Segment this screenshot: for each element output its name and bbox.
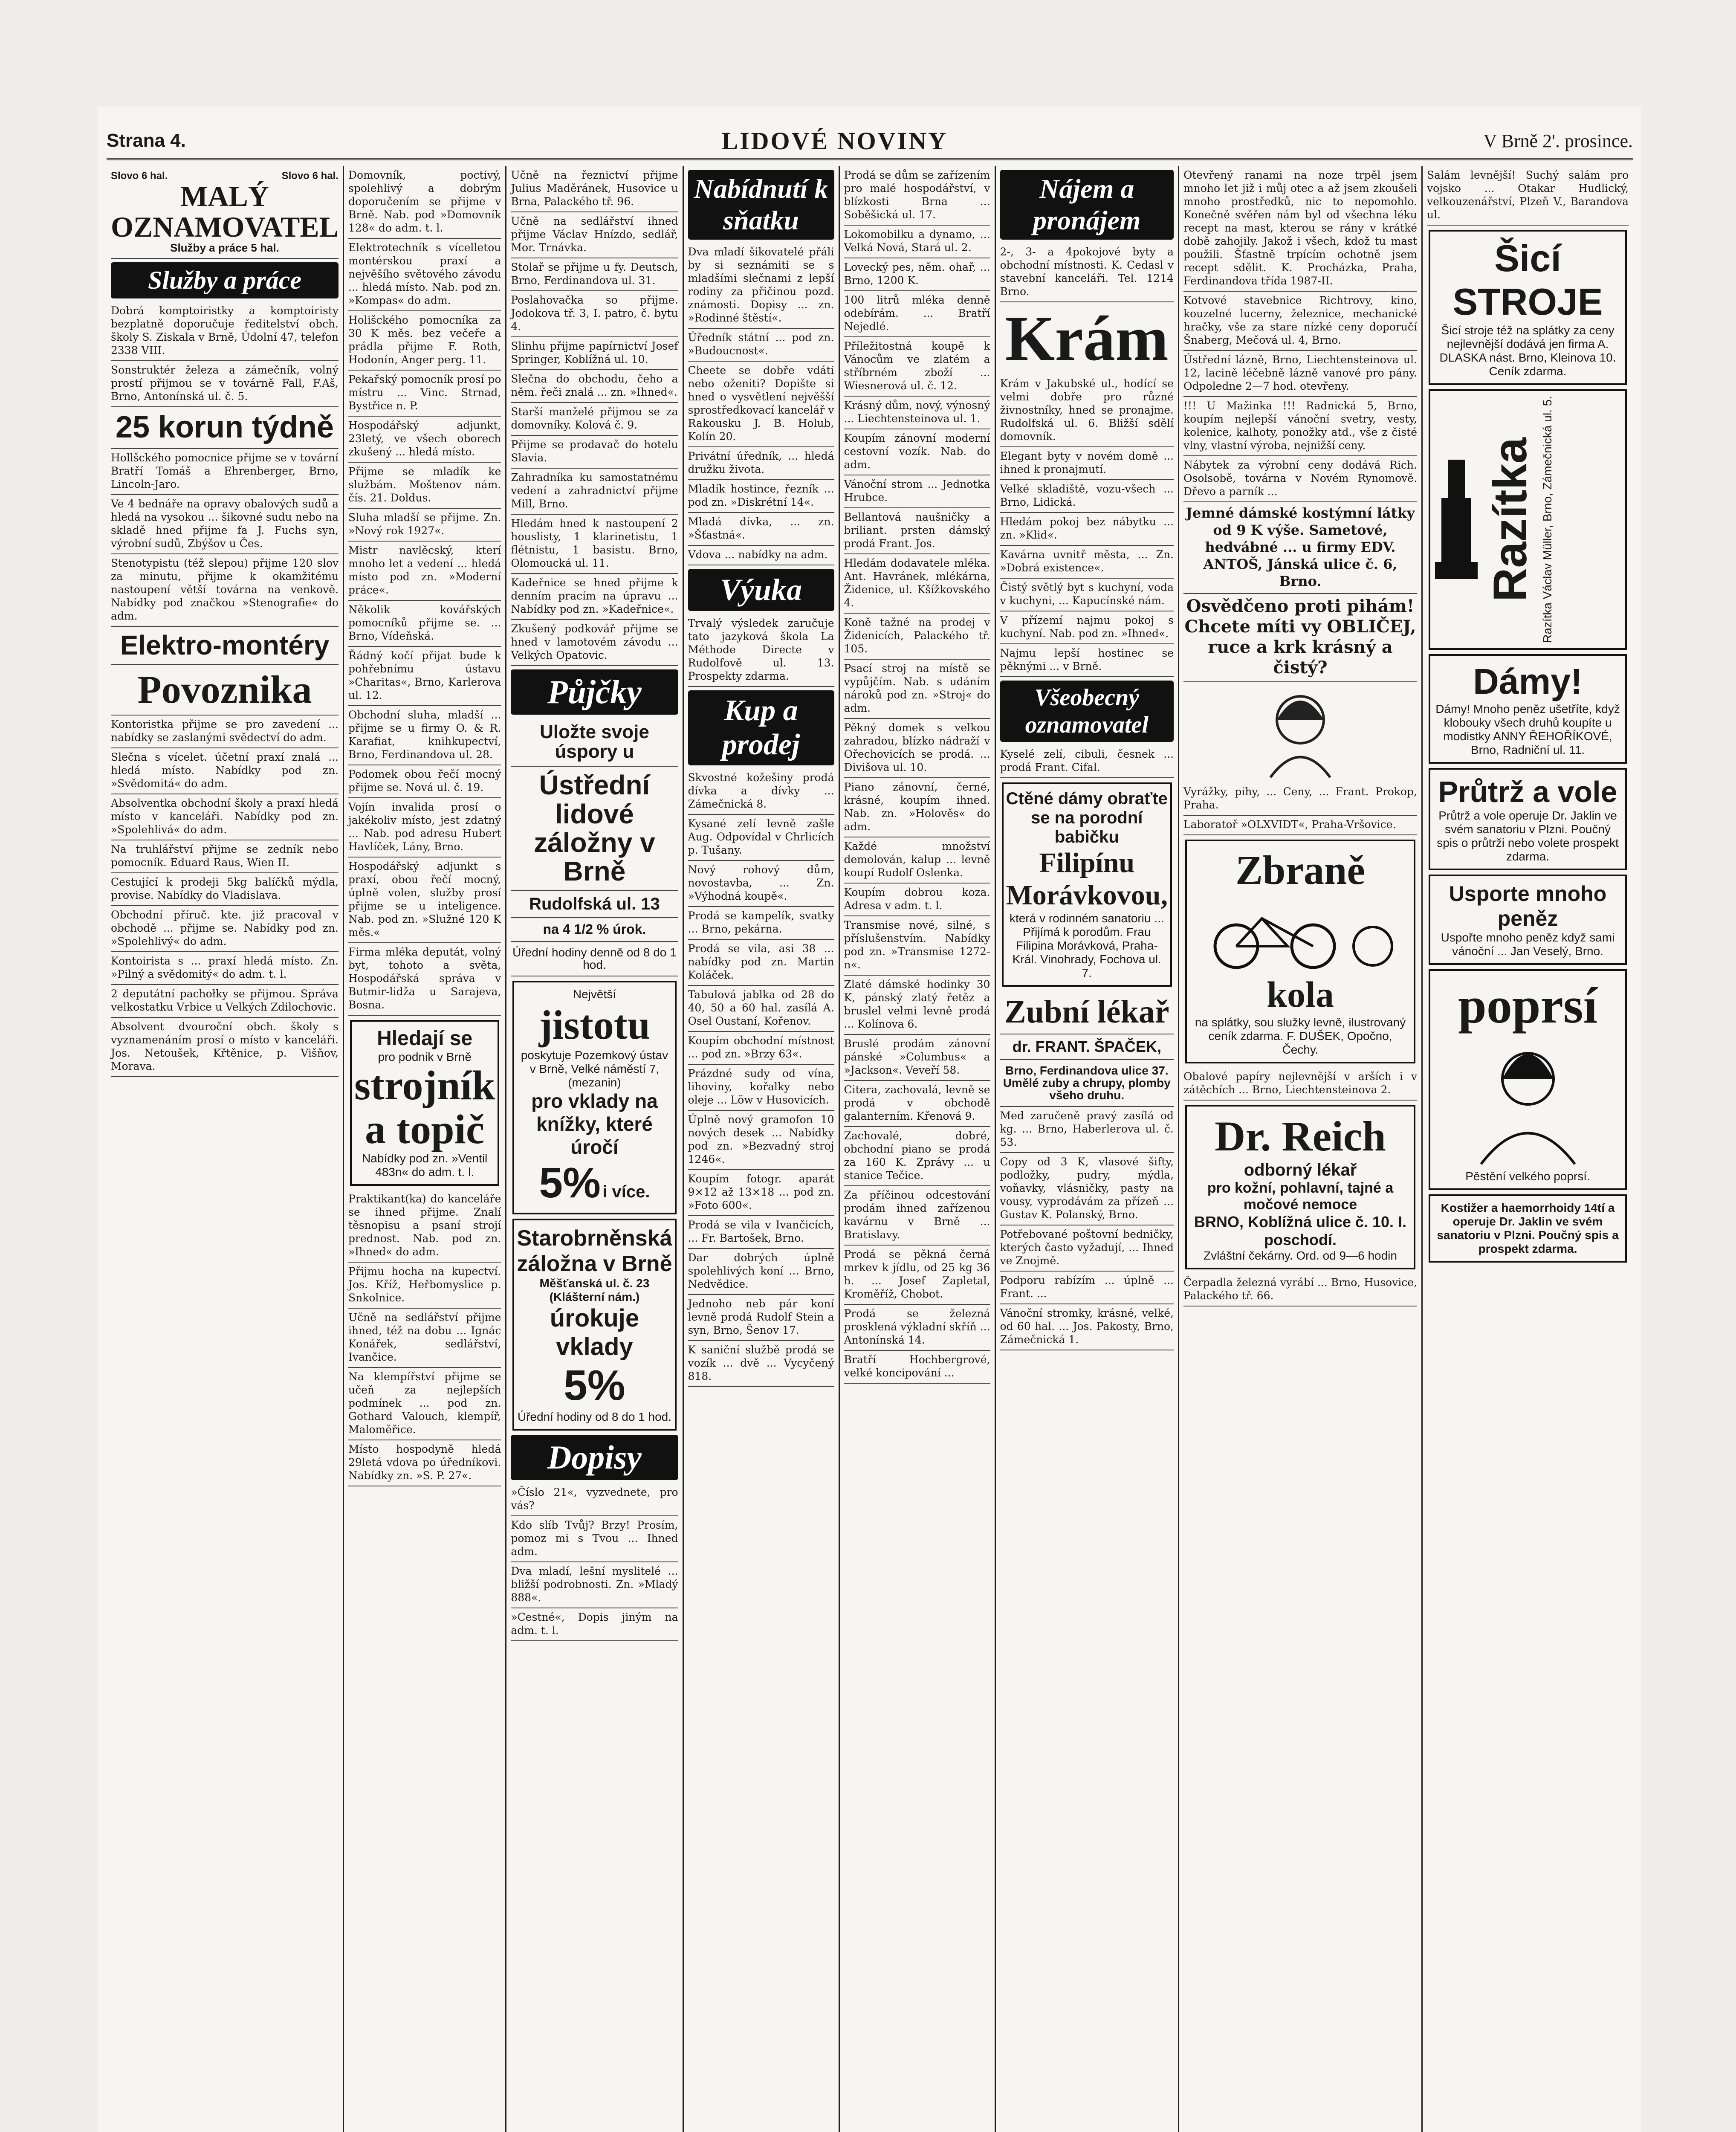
ad-item: Copy od 3 K, vlasové šifty, podložky, pudry, mýdla, voňavky, vlásničky, pasty na vousy, vyprodávám za přízeň ... Gustav K. Polanský, Brno.	[1000, 1153, 1174, 1225]
zbrane-title: Zbraně	[1235, 847, 1366, 893]
ad-box-razitka	[1429, 389, 1627, 650]
section-banner-oznamovatel: Všeobecný oznamovatel	[1000, 681, 1174, 742]
reich-hours: Zvláštní čekárny. Ord. od 9—6 hodin	[1204, 1249, 1397, 1262]
zubni-lekar-name: dr. FRANT. ŠPAČEK,	[1000, 1034, 1174, 1060]
ad-item: Místo hospodyně hledá 29letá vdova po úředníkovi. Nabídky zn. »S. P. 27«.	[348, 1440, 501, 1486]
big-ad-kram: Krám	[1005, 303, 1169, 374]
ad-item: Na klempířství přijme se učeň za nejlepších podmínek ... pod zn. Gothard Valouch, klempíř, Maloměřice.	[348, 1368, 501, 1440]
ad-item: Salám levnější! Suchý salám pro vojsko ... Otakar Hudlický, velkouzenářství, Plzeň V., Barandova ul.	[1427, 166, 1629, 226]
babicka-text: která v rodinném sanatoriu ... Přijímá k porodům. Frau Filipina Morávková, Praha-Král. Vinohrady, Fochova ul. 7.	[1009, 912, 1164, 979]
vklady-rate-suffix: i více.	[602, 1182, 650, 1201]
ad-box-jistota	[512, 981, 676, 1214]
kostizer-text: Kostižer a haemorrhoidy 14tí a operuje Dr. Jaklin ve svém sanatoriu v Plzni. Poučný spis a prospekt zdarma.	[1437, 1201, 1619, 1255]
ad-item: Starší manželé přijmou se za domovníky. Kolová č. 9.	[511, 403, 678, 436]
ad-item: Zkušený podkovář přijme se hned v lamotovém závodu ... Velkých Opatovic.	[511, 620, 678, 666]
poprsi-text: Pěstění velkého poprsí.	[1465, 1169, 1590, 1183]
ad-item: Krám v Jakubské ul., hodící se velmi dobře pro různé živnostníky, hned se pronajme. Rudolfská ul. 6. Bližší sdělí domovník.	[1000, 375, 1174, 447]
sici-title: Šicí STROJE	[1452, 237, 1603, 323]
razitka-title: Razítka	[1484, 437, 1537, 602]
ad-item: Dobrá komptoiristky a komptoiristy bezplatně doporučuje ředitelství obch. školy S. Ziskala v Brně, Údolní 47, telefon 2338 VIII.	[111, 302, 339, 361]
ad-item: V přízemí najmu pokoj s kuchyní. Nab. pod zn. »Ihned«.	[1000, 611, 1174, 644]
ad-item-latky: Jemné dámské kostýmní látky od 9 K výše. Sametové, hedvábné ... u firmy EDV. ANTOŠ, Jánská ulice č. 6, Brno.	[1183, 502, 1417, 594]
ad-item: 2-, 3- a 4pokojové byty a obchodní místnosti. K. Cedasl v stavební kanceláři. Tel. 1214 Brno.	[1000, 243, 1174, 302]
prutrz-text: Průtrž a vole operuje Dr. Jaklin ve svém sanatoriu v Plzni. Poučný spis o průtrži nebo volete prospekt zdarma.	[1437, 808, 1619, 863]
staro-hours: Úřední hodiny od 8 do 1 hod.	[517, 1410, 672, 1423]
jistota-title: jistotu	[538, 1002, 651, 1048]
ad-item: Přijme se prodavač do hotelu Slavia.	[511, 436, 678, 469]
ad-item: Ústřední lázně, Brno, Liechtensteinova ul. 12, lacině léčebně lázně vanové pro pány. Odpoledne 2—7 hod. otevřeny.	[1183, 351, 1417, 397]
ad-box-kostizer	[1429, 1194, 1627, 1263]
section-banner-vyuka: Výuka	[688, 569, 834, 611]
ad-item: Piano zánovní, černé, krásné, koupím ihned. Nab. zn. »Holověs« do adm.	[844, 778, 990, 837]
jistota-subtitle: poskytuje Pozemkový ústav v Brně, Velké náměstí 7, (mezanin)	[521, 1048, 668, 1089]
reich-text: pro kožní, pohlavní, tajné a močové nemoce	[1207, 1180, 1394, 1213]
usporte-text: Uspořte mnoho peněz když sami vánoční ... Jan Veselý, Brno.	[1441, 930, 1615, 958]
ad-item: Mladík hostince, řezník ... pod zn. »Diskrétní 14«.	[688, 480, 834, 513]
ad-item: Elegant byty v novém domě ... ihned k pronajmutí.	[1000, 447, 1174, 480]
section-banner-najem: Nájem a pronájem	[1000, 170, 1174, 240]
ad-item: Řádný kočí přijat bude k pohřebnímu ústavu »Charitas«, Brno, Karlerova ul. 12.	[348, 647, 501, 706]
price-left: Slovo 6 hal.	[111, 170, 168, 182]
ad-item: Úředník státní ... pod zn. »Budoucnost«.	[688, 329, 834, 362]
ad-box-headline: strojník a topič	[354, 1063, 495, 1153]
prutrz-title: Průtrž a vole	[1438, 775, 1617, 808]
ad-item: Kdo slíb Tvůj? Brzy! Prosím, pomoz mi s Tvou ... Ihned adm.	[511, 1516, 678, 1562]
ad-box-strojnik	[350, 1020, 499, 1186]
column-2	[344, 166, 506, 2132]
classified-subtitle: Služby a práce 5 hal.	[170, 241, 279, 254]
ad-item: Bellantová naušničky a briliant. prsten dámský prodá Frant. Jos.	[844, 508, 990, 554]
ad-item: Zachovalé, dobré, obchodní piano se prodá za 160 K. Zprávy ... u stanice Tečice.	[844, 1127, 990, 1186]
section-banner-pujcky: Půjčky	[511, 669, 678, 715]
ad-item: Privátní úředník, ... hledá družku života.	[688, 447, 834, 480]
ad-item: Vyrážky, pihy, ... Ceny, ... Frant. Prokop, Praha.	[1183, 783, 1417, 816]
zalozna-rate: na 4 1/2 % úrok.	[511, 918, 678, 942]
ad-item: K saniční službě prodá se vozík ... dvě ... Vycyčený 818.	[688, 1341, 834, 1387]
zalozna-hours: Úřední hodiny denně od 8 do 1 hod.	[511, 942, 678, 976]
ad-item: Dva mladí, lešní myslitelé ... bližší podrobnosti. Zn. »Mladý 888«.	[511, 1562, 678, 1608]
zbrane-kola: kola	[1267, 974, 1334, 1015]
vklady-text: pro vklady na knížky, které úročí	[531, 1089, 658, 1158]
big-ad-povoznika: Povoznika	[111, 665, 339, 715]
ad-item: Kysané zelí levně zašle Aug. Odpovídal v Chrlicích p. Tušany.	[688, 815, 834, 861]
ad-item: Mladá dívka, ... zn. »Šťastná«.	[688, 513, 834, 546]
ad-item: Vojín invalida prosí o jakékoliv místo, jest zdatný ... Nab. pod adresu Hubert Havlíček, Lány, Brno.	[348, 798, 501, 857]
ad-item: Kavárna uvnitř města, ... Zn. »Dobrá existence«.	[1000, 546, 1174, 579]
ad-item: Koupím fotogr. aparát 9×12 až 13×18 ... pod zn. »Foto 600«.	[688, 1170, 834, 1216]
section-banner-kup-prodej: Kup a prodej	[688, 690, 834, 765]
ad-item: Med zaručeně pravý zasílá od kg. ... Brno, Haberlerova ul. č. 53.	[1000, 1107, 1174, 1153]
ad-item: Zahradníka ku samostatnému vedení a zahradnictví přijme Mill, Brno.	[511, 469, 678, 515]
zalozna-address: Rudolfská ul. 13	[511, 891, 678, 918]
ad-box-text: Nabídky pod zn. »Ventil 483n« do adm. t. l.	[362, 1151, 488, 1179]
ad-item: Bruslé prodám zánovní pánské »Columbus« a »Jackson«. Veveří 58.	[844, 1035, 990, 1081]
ad-box-zbrane	[1185, 840, 1415, 1063]
ad-item: Koně tažné na prodej v Židenicích, Palackého tř. 105.	[844, 614, 990, 660]
ad-box-sici-stroje	[1429, 230, 1627, 385]
bicycle-icon	[1189, 897, 1411, 970]
ad-item: Hospodářský adjunkt s praxí, obou řečí mocný, úplně volen, služby prosí přijme se u inteligence. Nab. pod zn. »Služné 120 K měs.«	[348, 857, 501, 943]
ad-item: Cheete se dobře vdáti nebo oženiti? Dopište si hned o vysvětlení nejvěšší sprostředkovací kancelář v Rakousku J. B. Holub, Kolín 20.	[688, 362, 834, 447]
ad-item: Nábytek za výrobní ceny dodává Rich. Osolsobě, továrna v Novém Rynomově. Dřevo a parník ...	[1183, 456, 1417, 502]
ad-item: Na truhlářství přijme se zedník nebo pomocník. Eduard Raus, Wien II.	[111, 840, 339, 873]
ad-item: Prodá se kampelík, svatky ... Brno, pekárna.	[688, 907, 834, 940]
jistota-header: Největší	[573, 987, 616, 1001]
ad-item: Slečna s vícelet. účetní praxí znalá ... hledá místo. Nabídky pod zn. »Svědomitá« do adm.	[111, 748, 339, 794]
ad-item: Lokomobilku a dynamo, ... Velká Nová, Stará ul. 2.	[844, 226, 990, 258]
ad-item: Slečna do obchodu, čeho a něm. řeči znalá ... zn. »Ihned«.	[511, 370, 678, 403]
zalozna-name: Ústřední lidové záložny v Brně	[511, 767, 678, 891]
ad-item: Příležitostná koupě k Vánocům ve zlatém a stříbrném zboží ... Wiesnerová ul. č. 12.	[844, 337, 990, 397]
portrait-icon	[1258, 686, 1343, 779]
ad-item: Prodá se vila, asi 38 ... nabídky pod zn. Martin Koláček.	[688, 940, 834, 986]
ad-item: Podomek obou řečí mocný přijme se. Nová ul. č. 19.	[348, 765, 501, 798]
ad-item: Přijmu hocha na kupectví. Jos. Kříž, Heřbomyslice p. Snkolnice.	[348, 1263, 501, 1309]
masthead	[107, 124, 1633, 160]
classified-title: MALÝ OZNAMOVATEL	[111, 180, 339, 243]
ad-item: »Číslo 21«, vyzvednete, pro vás?	[511, 1483, 678, 1516]
ad-item: Velké skladiště, vozu-všech ... Brno, Lidická.	[1000, 480, 1174, 513]
zubni-lekar-address: Brno, Ferdinandova ulice 37. Umělé zuby a chrupy, plomby všeho druhu.	[1000, 1060, 1174, 1107]
zalozna-intro: Uložte svoje úspory u	[511, 718, 678, 767]
ad-item: Bratří Hochbergrové, velké koncipování ...	[844, 1351, 990, 1384]
razitka-text: Razítka Václav Müller, Brno, Zámečnická ul. 5.	[1541, 396, 1554, 643]
ad-item: Domovník, poctivý, spolehlivý a dobrým doporučením se přijme v Brně. Nab. pod »Domovník 128« do adm. t. l.	[348, 166, 501, 239]
ad-box-starobrnenska	[512, 1219, 676, 1431]
reich-subtitle: odborný lékař	[1244, 1161, 1357, 1179]
ad-item: Koupím obchodní místnost ... pod zn. »Brzy 63«.	[688, 1032, 834, 1065]
ad-item: Jednoho neb pár koní levně prodá Rudolf Stein a syn, Brno, Šenov 17.	[688, 1295, 834, 1341]
ad-item: Několik kovářských pomocníků přijme se. ... Brno, Vídeňská.	[348, 601, 501, 647]
ad-item: Otevřený ranami na noze trpěl jsem mnoho let již i můj otec a až jsem zkoušeli mnoho prostředků, nic to nepomohlo. Konečně svěřen nám byl od všechna léku recept na mast, kterou se rány v krátké době zahojily. Jakož i všech, kdož tu mast použili. Šťastně trpícím ochotně jsem recept sdělit. K. Procházka, Praha, Ferdinandova třída 1987-II.	[1183, 166, 1417, 292]
ad-item: Prodá se železná prosklená výkladní skříň ... Antonínská 14.	[844, 1305, 990, 1351]
ad-item: Potřebované poštovní bedničky, kterých často vyžadují, ... Ihned ve Znojmě.	[1000, 1225, 1174, 1272]
column-8	[1423, 166, 1633, 2132]
ad-item: Absolventka obchodní školy a praxí hledá místo v kanceláři. Nabídky pod zn. »Spolehlivá« do adm.	[111, 794, 339, 840]
ad-box-prutrz	[1429, 768, 1627, 870]
staro-rate: 5%	[564, 1361, 625, 1409]
ad-item: Vdova ... nabídky na adm.	[688, 546, 834, 565]
damy-title: Dámy!	[1473, 661, 1583, 701]
ad-item: Koupím dobrou koza. Adresa v adm. t. l.	[844, 884, 990, 916]
ad-item: Mistr navlěcský, kterí mnoho let a vedení ... hledá místo pod zn. »Moderní práce«.	[348, 542, 501, 601]
usporte-title: Usporte mnoho peněz	[1449, 881, 1607, 930]
ad-item: Hospodářský adjunkt, 23letý, ve všech oborech zkušený ... hledá místo.	[348, 417, 501, 463]
staro-address: Měšťanská ul. č. 23 (Klášterní nám.)	[539, 1276, 650, 1304]
ad-item: Vánoční strom ... Jednotka Hrubce.	[844, 475, 990, 508]
ad-item: Podporu rabízím ... úplně ... Frant. ...	[1000, 1272, 1174, 1304]
ad-item: Dva mladí šikovatelé přáli by si seznámiti se s mladšími slečnami z lepší rodiny za přičinou pozd. známosti. Dopisy ... zn. »Rodinné štěstí«.	[688, 243, 834, 329]
ad-item: Stolař se přijme u fy. Deutsch, Brno, Ferdinandova ul. 31.	[511, 258, 678, 291]
column-5	[840, 166, 996, 2132]
ad-item: Obchodní sluha, mladší ... přijme se u firmy O. & R. Karafiat, knihkupectví, Brno, Ferdinandova ul. 28.	[348, 706, 501, 765]
ad-item: Pěkný domek s velkou zahradou, blízko nádraží v Ořechovicích se prodá. ... Divišova ul. 10.	[844, 719, 990, 778]
ad-item: Hledám pokoj bez nábytku ... zn. »Klid«.	[1000, 513, 1174, 546]
ad-box-damy	[1429, 654, 1627, 764]
ad-item: Elektrotechník s vícelletou montérskou praxí a nejvěšího světového závodu ... hledá místo. Nab. pod zn. »Kompas« do adm.	[348, 239, 501, 311]
poprsi-title: poprsí	[1458, 976, 1597, 1034]
ad-item: Krásný dům, nový, výnosný ... Liechtensteinova ul. 1.	[844, 397, 990, 429]
ad-item: »Cestné«, Dopis jiným na adm. t. l.	[511, 1608, 678, 1641]
ad-item: Obchodní příruč. kte. již pracoval v obchodě ... přijme se. Nabídky pod zn. »Spolehlivý« do adm.	[111, 906, 339, 952]
ad-item: Prodá se vila v Ivančicích, ... Fr. Bartošek, Brno.	[688, 1216, 834, 1249]
ad-item: Učně na sedlářství přijme ihned, též na dobu ... Ignác Konářek, sedlářství, Ivančice.	[348, 1309, 501, 1368]
ad-item: Prázdné sudy od vína, lihoviny, kořalky nebo oleje ... Löw v Husovicích.	[688, 1065, 834, 1111]
ad-item: 100 litrů mléka denně odebírám. ... Bratří Nejedlé.	[844, 291, 990, 337]
ad-item: Hollšckého pomocnice přijme se v tovární Bratří Tomáš a Ehrenberger, Brno, Lincoln-Jaro.	[111, 449, 339, 495]
ad-box-porodni-babicka	[1002, 782, 1172, 987]
reich-address: BRNO, Koblížná ulice č. 10. I. poschodí.	[1194, 1213, 1407, 1248]
ad-item: Kontoirista s ... praxí hledá místo. Zn. »Pilný a svědomitý« do adm. t. l.	[111, 952, 339, 985]
ad-item: Učně na řeznictví přijme Julius Maděránek, Husovice u Brna, Palackého tř. 96.	[511, 166, 678, 212]
staro-name: Starobrněnská záložna v Brně	[517, 1225, 672, 1276]
ad-box-title: Hledají se	[377, 1027, 473, 1050]
column-3	[506, 166, 683, 2132]
ad-box-dr-reich	[1185, 1105, 1415, 1269]
ad-item: Slinhu přijme papírnictví Josef Springer, Koblížná ul. 10.	[511, 337, 678, 370]
ad-item: Holišckého pomocníka za 30 K měs. bez večeře a prádla přijme F. Roth, Hodonín, Anger perg. 11.	[348, 311, 501, 371]
ad-box-subtitle: pro podnik v Brně	[378, 1050, 472, 1063]
page-number: Strana 4.	[107, 130, 186, 151]
ad-item: Každé množství demolován, kalup ... levně koupí Rudolf Oslenka.	[844, 837, 990, 884]
ad-item: 2 deputátní pachołky se přijmou. Správa velkostatku Vrbice u Velkých Zdilochovic.	[111, 985, 339, 1018]
ad-item: Sonstruktér železa a zámečník, volný prostí přijmou se v továrně Fall, F.Aš, Brno, Antonínská ul. č. 5.	[111, 361, 339, 407]
ad-item: Kontoristka přijme se pro zavedení ... nabídky se zaslanými svědectví do adm.	[111, 715, 339, 748]
ad-box-usporte	[1429, 875, 1627, 965]
ad-item: Prodá se dům se zařízením pro malé hospodářství, v blízkosti Brna ... Soběšická ul. 17.	[844, 166, 990, 226]
ad-item: Praktikant(ka) do kanceláře se ihned přijme. Znalí těsnopisu a psaní strojí prednost. Nab. pod zn. »Ihned« do adm.	[348, 1190, 501, 1263]
price-right: Slovo 6 hal.	[281, 170, 339, 182]
ad-item: Lovecký pes, něm. ohař, ... Brno, 1200 K.	[844, 258, 990, 291]
ad-item: Přijme se mladík ke službám. Moštenov nám. čís. 21. Doldus.	[348, 463, 501, 509]
columns	[107, 166, 1633, 2132]
big-ad-elektromontery: Elektro-montéry	[111, 627, 339, 665]
column-4	[684, 166, 840, 2132]
big-ad-25-korun: 25 korun týdně	[111, 407, 339, 449]
section-banner-dopisy: Dopisy	[511, 1435, 678, 1480]
ad-item: Cestující k prodeji 5kg balíčků mýdla, provise. Nabídky do Vladislava.	[111, 873, 339, 906]
section-banner-snatek: Nabídnutí k sňatku	[688, 170, 834, 240]
ad-item: Dar dobrých úplně spolehlivých koní ... Brno, Nedvědice.	[688, 1249, 834, 1295]
classified-header	[111, 166, 339, 259]
section-banner-services: Služby a práce	[111, 262, 339, 298]
ad-item: Kadeřnice se hned přijme k denním pracím na úpravu ... Nabídky pod zn. »Kadeřnice«.	[511, 574, 678, 620]
zbrane-text: na splátky, sou služky levně, ilustrovaný ceník zdarma. F. DUŠEK, Opočno, Čechy.	[1195, 1016, 1406, 1056]
column-1	[107, 166, 344, 2132]
ad-item: Úplně nový gramofon 10 nových desek ... Nabídky pod zn. »Bezvadný stroj 1246«.	[688, 1111, 834, 1170]
column-7	[1179, 166, 1423, 2132]
stamp-icon	[1433, 455, 1480, 583]
ad-item: Kyselé zelí, cibuli, česnek ... prodá Frant. Cifal.	[1000, 745, 1174, 778]
ad-item: Nový rohový dům, novostavba, ... Zn. »Výhodná koupě«.	[688, 861, 834, 907]
ad-item: Najmu lepší hostinec se pěknými ... v Brně.	[1000, 644, 1174, 677]
zubni-lekar-title: Zubní lékař	[1000, 991, 1174, 1034]
damy-text: Dámy! Mnoho peněz ušetříte, když klobouky všech druhů koupíte u modistky ANNY ŘEHOŘÍKOVÉ, Brno, Radniční ul. 11.	[1435, 702, 1620, 756]
ad-item: Citera, zachovalá, levně se prodá v obchodě galanterním. Křenová 9.	[844, 1081, 990, 1127]
ad-item: Za příčinou odcestování prodám ihned zařízenou kavárnu v Brně ... Bratislavy.	[844, 1186, 990, 1246]
ad-item: Poslahovačka so přijme. Jodokova tř. 3, I. patro, č. bytu 4.	[511, 291, 678, 337]
ad-item-pihy: Osvědčeno proti pihám! Chcete míti vy OBLIČEJ, ruce a krk krásný a čistý?	[1183, 594, 1417, 682]
reich-title: Dr. Reich	[1215, 1112, 1386, 1160]
ad-item: Tabulová jablka od 28 do 40, 50 a 60 hal. zasílá A. Osel Oustaní, Kořenov.	[688, 986, 834, 1032]
column-6	[996, 166, 1180, 2132]
ad-item: Kotvové stavebnice Richtrovy, kino, kouzelné lucerny, železnice, mechanické hračky, vše za stare nízké ceny doporučí Šnaberg, Mečová ul. 4, Brno.	[1183, 292, 1417, 351]
ad-item: Skvostné kožešiny prodá dívka a dívky ... Zámečnická 8.	[688, 769, 834, 815]
ad-item: Pekařský pomocník prosí po místru ... Vinc. Strnad, Bystřice n. P.	[348, 371, 501, 417]
ad-item: Čerpadla železná vyrábí ... Brno, Husovice, Palackého tř. 66.	[1183, 1274, 1417, 1306]
ad-item: !!! U Mažinka !!! Radnická 5, Brno, koupím nejlepší vánoční svetry, vesty, kolenice, kalhoty, ponožky atd., vše z čisté vlny, vlastní výroba, nejnižší ceny.	[1183, 397, 1417, 456]
ad-item: Koupím zánovní moderní cestovní vozík. Nab. do adm.	[844, 429, 990, 475]
ad-item: Laboratoř »OLXVIDT«, Praha-Vršovice.	[1183, 816, 1417, 835]
babicka-title: Ctěné dámy obraťte se na porodní babičku	[1006, 789, 1168, 846]
ad-item: Obalové papíry nejlevnější v arších i v zátěchích ... Brno, Liechtensteinova 2.	[1183, 1068, 1417, 1101]
sici-text: Šicí stroje též na splátky za ceny nejlevnější dodává jen firma A. DLASKA nást. Brno, Kleinova 10. Ceník zdarma.	[1439, 324, 1616, 378]
ad-item: Absolvent dvouroční obch. školy s vyznamenáním prosí o místo v kanceláři. Jos. Netoušek, Křtěnice, p. Višňov, Morava.	[111, 1018, 339, 1077]
ad-item: Učně na sedlářství ihned přijme Václav Hnízdo, sedlář, Mor. Trnávka.	[511, 212, 678, 258]
ad-box-poprsi	[1429, 969, 1627, 1190]
ad-item: Čistý světlý byt s kuchyní, voda v kuchyni, ... Kapucínské nám.	[1000, 579, 1174, 611]
ad-item: Trvalý výsledek zaručuje tato jazyková škola La Méthode Directe v Rudolfově ul. 13. Prospekty zdarma.	[688, 614, 834, 687]
vklady-rate: 5%	[539, 1159, 601, 1207]
staro-urok: úrokuje vklady	[550, 1304, 639, 1361]
newspaper-page	[98, 107, 1641, 2132]
ad-item: Hledám dodavatele mléka. Ant. Havránek, mlékárna, Židenice, ul. Kšížkovského 4.	[844, 554, 990, 614]
ad-item: Firma mléka deputát, volný byt, tohoto a světa, Hospodářská správa v Butmir-lidža u Sarajeva, Bosna.	[348, 943, 501, 1016]
babicka-name: Filipínu Morávkovou,	[1006, 847, 1168, 911]
ad-item: Psací stroj na místě se vypůjčím. Nab. s udáním nároků pod zn. »Stroj« do adm.	[844, 660, 990, 719]
ad-item: Prodá se pěkná černá mrkev k jídlu, od 25 kg 36 h. ... Josef Zapletal, Kroměříž, Chobot.	[844, 1246, 990, 1305]
ad-item: Transmise nové, silné, s příslušenstvím. Nabídky pod zn. »Transmise 1272-n«.	[844, 916, 990, 976]
ad-item: Vánoční stromky, krásné, velké, od 60 hal. ... Jos. Pakosty, Brno, Zámečnická 1.	[1000, 1304, 1174, 1350]
ad-item: Zlaté dámské hodinky 30 K, pánský zlatý řetěz a bruslel velmi levně prodá ... Kolínova 6.	[844, 976, 990, 1035]
woman-portrait-icon	[1464, 1038, 1592, 1166]
ad-item: Sluha mladší se přijme. Zn. »Nový rok 1927«.	[348, 509, 501, 542]
ad-item: Ve 4 bednáře na opravy obalových sudů a hledá na vysokou ... šikovné sudu nebo na skladě hned přijme fa J. Fuchs syn, výrobní sudů, Zbýšov u Čes.	[111, 495, 339, 554]
ad-item: Hledám hned k nastoupení 2 houslisty, 1 klarinetistu, 1 flétnistu, 1 basistu. Brno, Olomoucká ul. 11.	[511, 515, 678, 574]
newspaper-title: LIDOVÉ NOVINY	[721, 127, 948, 155]
issue-date: V Brně 2'. prosince.	[1483, 130, 1633, 151]
ad-item: Stenotypistu (též slepou) přijme 120 slov za minutu, přijme k okamžitému nastoupení větší továrna na venkově. Nabídky pod značkou »Stenografie« do adm.	[111, 554, 339, 627]
